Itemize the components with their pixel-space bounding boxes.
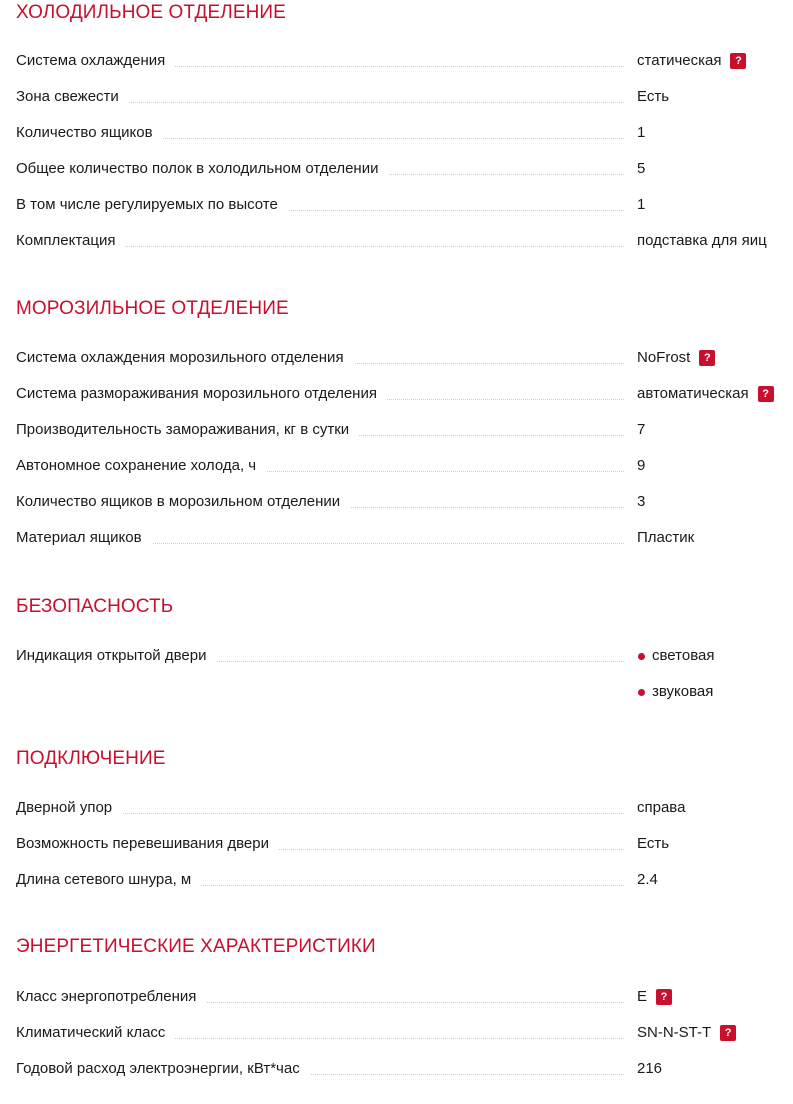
bullet-dot-icon [638, 689, 645, 696]
spec-value-text: 7 [637, 421, 646, 438]
spec-value [637, 195, 645, 215]
spec-label: В том числе регулируемых по высоте [16, 195, 288, 215]
spec-row [0, 231, 793, 267]
spec-value-text: световая [652, 647, 715, 664]
spec-value [637, 987, 672, 1007]
spec-value-text: справа [637, 799, 686, 816]
spec-value [637, 1059, 662, 1079]
spec-label: Система охлаждения морозильного отделения [16, 348, 354, 368]
spec-label: Автономное сохранение холода, ч [16, 456, 266, 476]
spec-row [0, 384, 793, 420]
spec-label: Годовой расход электроэнергии, кВт*час [16, 1059, 310, 1079]
spec-label: Материал ящиков [16, 528, 152, 548]
spec-row [0, 159, 793, 195]
spec-value [637, 51, 746, 71]
spec-value [637, 384, 774, 404]
question-icon[interactable]: ? [730, 53, 746, 69]
spec-value [637, 1023, 736, 1043]
spec-value-text: 1 [637, 124, 646, 141]
spec-label: Количество ящиков [16, 123, 163, 143]
spec-value-text: SN-N-ST-T [637, 1024, 712, 1041]
spec-label: Система охлаждения [16, 51, 175, 71]
spec-value-text: Есть [637, 88, 670, 105]
spec-value-text: подставка для яиц [637, 232, 767, 249]
spec-value-text: Есть [637, 835, 670, 852]
spec-label: Длина сетевого шнура, м [16, 870, 201, 890]
spec-row [0, 123, 793, 159]
spec-row [0, 456, 793, 492]
spec-row [0, 834, 793, 870]
spec-value [637, 646, 714, 666]
spec-value-text: статическая [637, 52, 722, 69]
spec-label: Дверной упор [16, 798, 122, 818]
spec-label: Возможность перевешивания двери [16, 834, 279, 854]
spec-row [0, 1059, 793, 1095]
spec-label: Индикация открытой двери [16, 646, 216, 666]
spec-row [0, 348, 793, 384]
spec-value-text: 2.4 [637, 871, 658, 888]
section-title: БЕЗОПАСНОСТЬ [16, 596, 174, 617]
spec-value [637, 420, 645, 440]
spec-label: Производительность замораживания, кг в сутки [16, 420, 359, 440]
spec-label: Зона свежести [16, 87, 129, 107]
spec-row [0, 987, 793, 1023]
spec-value [637, 798, 685, 818]
section-title: МОРОЗИЛЬНОЕ ОТДЕЛЕНИЕ [16, 298, 289, 319]
spec-row [0, 195, 793, 231]
spec-value [637, 159, 645, 179]
spec-value-text: 9 [637, 457, 646, 474]
spec-row [0, 646, 793, 718]
spec-row [0, 492, 793, 528]
spec-value-text: NoFrost [637, 349, 691, 366]
spec-value-text: 216 [637, 1060, 663, 1077]
spec-value-text: 1 [637, 196, 646, 213]
spec-value [637, 834, 669, 854]
spec-row [0, 798, 793, 834]
question-icon[interactable]: ? [699, 350, 715, 366]
spec-value-text: Пластик [637, 529, 695, 546]
spec-label: Комплектация [16, 231, 125, 251]
spec-value [637, 870, 658, 890]
spec-value-text: автоматическая [637, 385, 749, 402]
spec-value [637, 682, 713, 702]
spec-value [637, 231, 767, 251]
question-icon[interactable]: ? [656, 989, 672, 1005]
spec-value-text: звуковая [652, 683, 714, 700]
question-icon[interactable]: ? [758, 386, 774, 402]
bullet-dot-icon [638, 653, 645, 660]
spec-value [637, 528, 694, 548]
spec-row [0, 420, 793, 456]
spec-value-text: 5 [637, 160, 646, 177]
spec-label: Система размораживания морозильного отделения [16, 384, 387, 404]
spec-row [0, 87, 793, 123]
question-icon[interactable]: ? [720, 1025, 736, 1041]
spec-label: Общее количество полок в холодильном отделении [16, 159, 388, 179]
spec-value [637, 492, 645, 512]
section-title: ХОЛОДИЛЬНОЕ ОТДЕЛЕНИЕ [16, 2, 286, 23]
spec-row [0, 528, 793, 564]
spec-value [637, 87, 669, 107]
spec-value-text: E [637, 988, 648, 1005]
section-title: ПОДКЛЮЧЕНИЕ [16, 748, 166, 769]
spec-row [0, 870, 793, 906]
spec-row [0, 1023, 793, 1059]
spec-value [637, 456, 645, 476]
spec-label: Класс энергопотребления [16, 987, 206, 1007]
spec-value [637, 348, 715, 368]
spec-label: Климатический класс [16, 1023, 175, 1043]
spec-label: Количество ящиков в морозильном отделении [16, 492, 350, 512]
section-title: ЭНЕРГЕТИЧЕСКИЕ ХАРАКТЕРИСТИКИ [16, 936, 376, 957]
spec-value [637, 123, 645, 143]
spec-row [0, 51, 793, 87]
spec-value-text: 3 [637, 493, 646, 510]
